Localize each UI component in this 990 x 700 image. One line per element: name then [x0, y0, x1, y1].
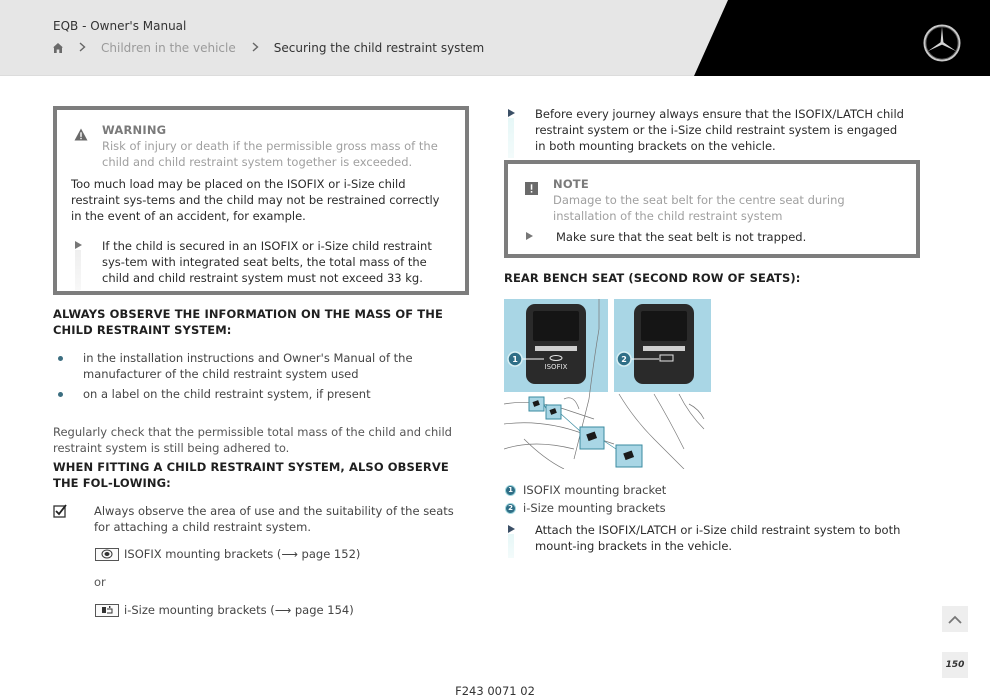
mercedes-star-logo — [922, 23, 962, 63]
check-text: Always observe the area of use and the suitability of the seats for attaching a child restraint system. — [94, 504, 454, 534]
note-step — [522, 229, 900, 245]
bullet-dot-icon — [58, 392, 63, 397]
note-title: NOTE — [553, 177, 589, 191]
legend-item: 1 ISOFIX mounting bracket — [505, 481, 666, 499]
warning-triangle-icon — [74, 128, 88, 141]
legend-item: 2 i-Size mounting brackets — [505, 499, 666, 517]
mass-heading: ALWAYS OBSERVE THE INFORMATION ON THE MASS OF THE CHILD RESTRAINT SYSTEM: — [53, 307, 443, 337]
warning-step-text: If the child is secured in an ISOFIX or i-Size child restraint sys-tem with integrated seat belts, the total mass of the child and child restraint system must not exceed 33 kg. — [102, 239, 432, 285]
breadcrumb-current: Securing the child restraint system — [273, 41, 485, 55]
bullet-item: in the installation instructions and Owner's Manual of the manufacturer of the child restraint system used — [53, 350, 473, 382]
mass-bullets — [53, 350, 473, 406]
note-exclamation-icon — [525, 182, 538, 195]
chevron-right-icon — [252, 41, 260, 55]
chevron-up-icon — [948, 615, 962, 624]
callout-number-icon: 1 — [505, 485, 516, 496]
warning-step — [71, 238, 449, 286]
step-bar — [75, 250, 81, 290]
figure-legend — [505, 481, 666, 517]
svg-text:2: 2 — [621, 355, 627, 364]
doc-title: EQB - Owner's Manual — [53, 19, 187, 33]
attach-step-text: Attach the ISOFIX/LATCH or i-Size child restraint system to both mount-ing brackets in the vehicle. — [535, 523, 901, 553]
check-item — [53, 503, 473, 535]
figure-code: F243 0071 02 — [455, 684, 535, 698]
step-arrow-icon — [75, 241, 82, 249]
checkbox-checked-icon — [53, 504, 67, 518]
step-arrow-icon — [508, 525, 515, 533]
header — [0, 0, 990, 76]
callout-number-icon: 2 — [505, 503, 516, 514]
step-arrow-icon — [508, 109, 515, 117]
note-box — [504, 160, 920, 258]
attach-step — [504, 522, 919, 554]
step-arrow-icon — [526, 232, 533, 240]
chevron-right-icon — [79, 41, 87, 55]
breadcrumb-children-in-vehicle[interactable]: Children in the vehicle — [101, 41, 236, 55]
warning-body: Too much load may be placed on the ISOFIX or i-Size child restraint sys-tems and the child may not be restrained correctly in the event of an accident, for example. — [71, 177, 440, 223]
i-size-icon — [95, 604, 119, 617]
before-journey-step — [504, 106, 909, 154]
rear-bench-heading: REAR BENCH SEAT (SECOND ROW OF SEATS): — [504, 271, 801, 285]
isofix-page-link[interactable] — [95, 547, 360, 561]
page-number-badge[interactable] — [942, 652, 968, 678]
isofix-link-label[interactable]: ISOFIX mounting brackets (⟶ page 152) — [124, 547, 361, 561]
note-subtitle: Damage to the seat belt for the centre seat during installation of the child restraint system — [553, 193, 845, 223]
home-icon[interactable] — [52, 42, 64, 54]
bullet-item: on a label on the child restraint system, if present — [53, 386, 473, 402]
step-bar — [508, 534, 514, 558]
warning-title: WARNING — [102, 123, 167, 137]
warning-subtitle: Risk of injury or death if the permissible gross mass of the child and child restraint system together is exceeded. — [102, 139, 438, 169]
i-size-link-label[interactable]: i-Size mounting brackets (⟶ page 154) — [124, 603, 354, 617]
isofix-bracket-illustration — [504, 299, 711, 469]
regular-check-text: Regularly check that the permissible total mass of the child and child restraint system is still being adhered to. — [53, 425, 452, 455]
or-label: or — [94, 575, 106, 589]
step-bar — [508, 118, 514, 158]
fitting-heading: WHEN FITTING A CHILD RESTRAINT SYSTEM, ALSO OBSERVE THE FOL-LOWING: — [53, 460, 449, 490]
i-size-page-link[interactable] — [95, 603, 354, 617]
warning-box — [53, 106, 469, 295]
scroll-to-top-button[interactable] — [942, 606, 968, 632]
note-step-text: Make sure that the seat belt is not trapped. — [556, 230, 807, 244]
note-header — [522, 176, 900, 224]
isofix-icon — [95, 548, 119, 561]
breadcrumb — [52, 41, 484, 55]
svg-text:ISOFIX: ISOFIX — [544, 363, 568, 371]
bullet-dot-icon — [58, 356, 63, 361]
svg-text:1: 1 — [512, 355, 518, 364]
page-number: 150 — [945, 660, 965, 670]
warning-header — [71, 122, 449, 170]
before-journey-text: Before every journey always ensure that the ISOFIX/LATCH child restraint system or the i-Size child restraint system is engaged in both mounting brackets on the vehicle. — [535, 107, 904, 153]
